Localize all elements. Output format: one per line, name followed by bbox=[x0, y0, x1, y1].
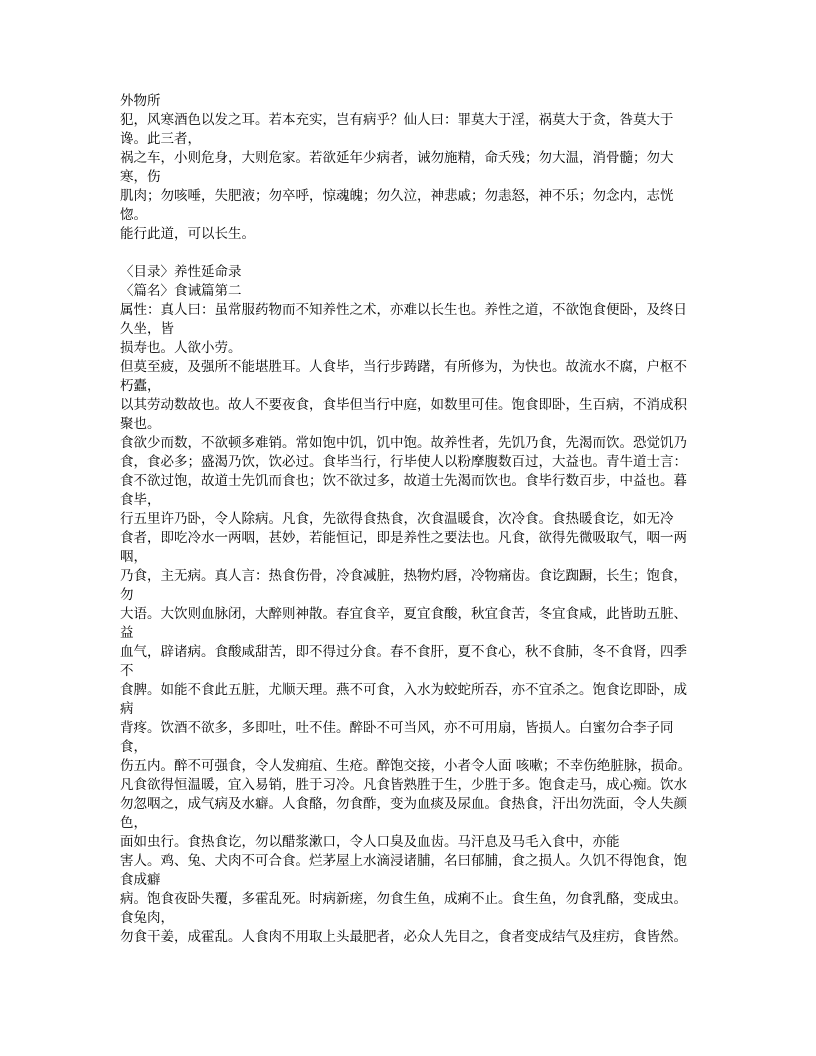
catalog-heading: 〈目录〉养性延命录 bbox=[120, 264, 242, 280]
text-line: 犯，风寒酒色以发之耳。若本充实，岂有病乎？仙人曰：罪莫大于淫，祸莫大于贪，咎莫大于谗。此三者， bbox=[120, 112, 674, 147]
text-line: 外物所 bbox=[120, 93, 161, 109]
text-line: 乃食，主无病。真人言：热食伤骨，冷食减脏，热物灼唇，冷物痛齿。食讫踟蹰，长生；饱食，勿 bbox=[120, 568, 687, 603]
text-section-1 bbox=[120, 92, 700, 244]
text-line: 凡食欲得恒温暖，宜入易销，胜于习冷。凡食皆熟胜于生，少胜于多。饱食走马，成心痴。饮水 bbox=[120, 777, 687, 793]
text-line: 大语。大饮则血脉闭，大醉则神散。春宜食辛，夏宜食酸，秋宜食苦，冬宜食咸，此皆助五脏、益 bbox=[120, 606, 687, 641]
text-line: 属性：真人曰：虽常服药物而不知养性之术，亦难以长生也。养性之道，不欲饱食便卧，及终日久坐，皆 bbox=[120, 302, 687, 337]
text-line: 肌肉；勿咳唾，失肥液；勿卒呼，惊魂魄；勿久泣，神悲戚；勿恚怒，神不乐；勿念内，志恍惚。 bbox=[120, 188, 674, 223]
text-line: 祸之车，小则危身，大则危家。若欲延年少病者，诫勿施精，命夭残；勿大温，消骨髓；勿大寒，伤 bbox=[120, 150, 674, 185]
text-line: 食者，即吃冷水一两咽，甚妙，若能恒记，即是养性之要法也。凡食，欲得先微吸取气，咽一两咽， bbox=[120, 530, 687, 565]
text-line: 能行此道，可以长生。 bbox=[120, 226, 255, 242]
chapter-heading: 〈篇名〉食诫篇第二 bbox=[120, 283, 242, 299]
text-line: 血气，辟诸病。食酸咸甜苦，即不得过分食。春不食肝，夏不食心，秋不食肺，冬不食肾，四季不 bbox=[120, 644, 687, 679]
text-line: 面如虫行。食热食讫，勿以醋浆漱口，令人口臭及血齿。马汗息及马毛入食中，亦能 bbox=[120, 834, 620, 850]
paragraph-gap bbox=[120, 244, 700, 263]
text-line: 病。饱食夜卧失覆，多霍乱死。时病新瘥，勿食生鱼，成痢不止。食生鱼，勿食乳酪，变成虫。食兔肉， bbox=[120, 891, 687, 926]
text-line: 勿忽咽之，成气病及水癖。人食酪，勿食酢，变为血痰及尿血。食热食，汗出勿洗面，令人失颜色， bbox=[120, 796, 687, 831]
text-line: 背疼。饮酒不欲多，多即吐，吐不佳。醉卧不可当风，亦不可用扇，皆损人。白蜜勿合李子同食， bbox=[120, 720, 674, 755]
text-line: 勿食干姜，成霍乱。人食肉不用取上头最肥者，必众人先目之，食者变成结气及疰疠，食皆然。 bbox=[120, 929, 687, 945]
text-line: 食不欲过饱，故道士先饥而食也；饮不欲过多，故道士先渴而饮也。食毕行数百步，中益也。暮食毕， bbox=[120, 473, 687, 508]
text-line: 行五里许乃卧，令人除病。凡食，先欲得食热食，次食温暖食，次冷食。食热暖食讫，如无冷 bbox=[120, 511, 674, 527]
text-line: 损寿也。人欲小劳。 bbox=[120, 340, 242, 356]
text-line: 害人。鸡、兔、犬肉不可合食。烂茅屋上水滴浸诸脯，名曰郁脯，食之损人。久饥不得饱食，饱食成癖 bbox=[120, 853, 687, 888]
text-line: 食，食必多；盛渴乃饮，饮必过。食毕当行，行毕使人以粉摩腹数百过，大益也。青牛道士言： bbox=[120, 454, 687, 470]
text-line: 以其劳动数故也。故人不要夜食，食毕但当行中庭，如数里可佳。饱食即卧，生百病，不消成积聚也。 bbox=[120, 397, 687, 432]
text-line: 伤五内。醉不可强食，令人发痈疽、生疮。醉饱交接，小者令人面 咳嗽；不幸伤绝脏脉，损命。 bbox=[120, 758, 692, 774]
document-page bbox=[120, 92, 700, 947]
text-line: 食脾。如能不食此五脏，尤顺天理。燕不可食，入水为蛟蛇所吞，亦不宜杀之。饱食讫即卧，成病 bbox=[120, 682, 687, 717]
text-line: 食欲少而数，不欲顿多难销。常如饱中饥，饥中饱。故养性者，先饥乃食，先渴而饮。恐觉饥乃 bbox=[120, 435, 687, 451]
text-section-2 bbox=[120, 263, 700, 947]
text-line: 但莫至疲，及强所不能堪胜耳。人食毕，当行步踌躇，有所修为，为快也。故流水不腐，户枢不朽蠹， bbox=[120, 359, 687, 394]
